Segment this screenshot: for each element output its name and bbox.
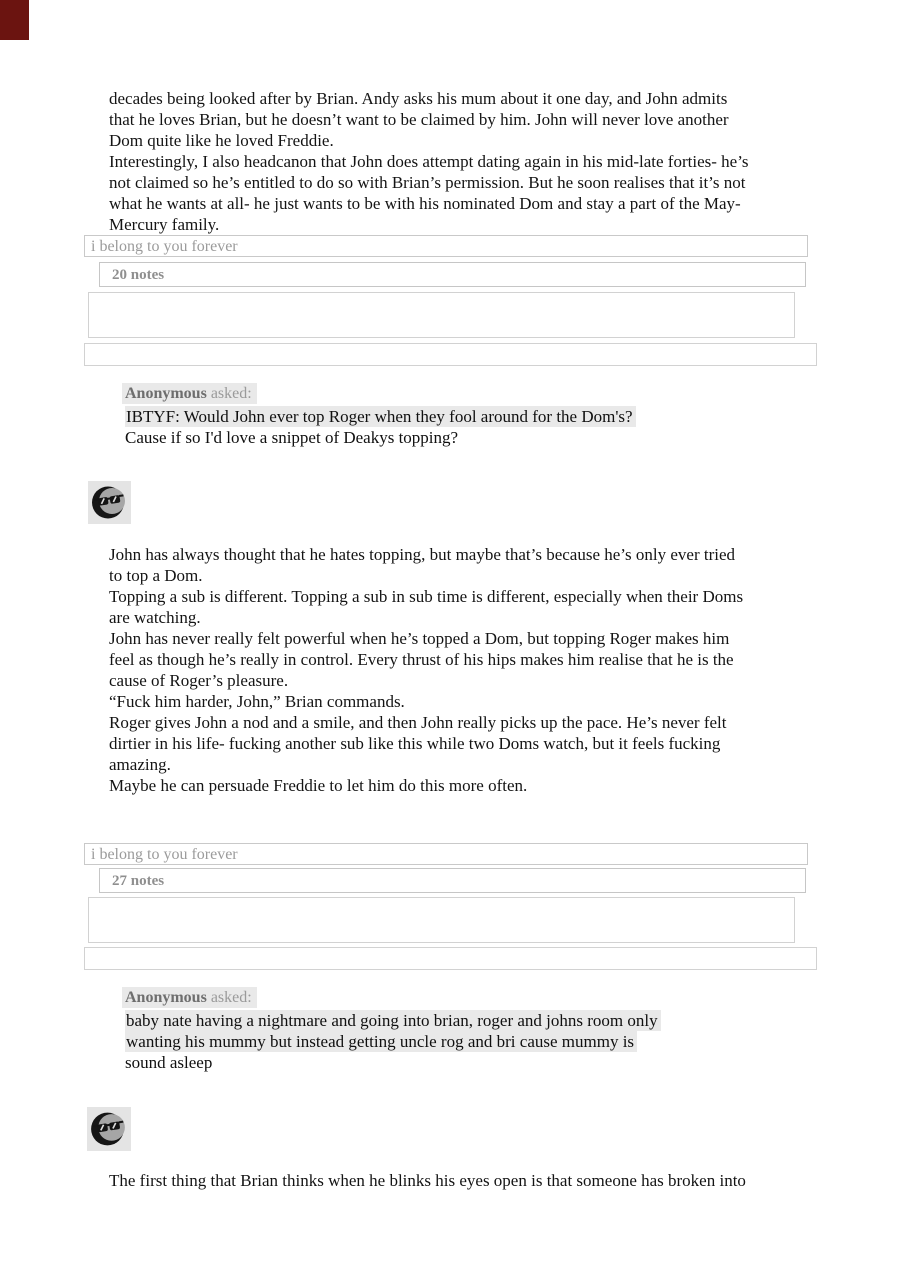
text-line — [125, 1010, 661, 1031]
post2-notes-link[interactable]: 27 notes — [99, 868, 806, 893]
post2-permalink-widget-box — [84, 947, 817, 970]
text-line: are watching. — [109, 608, 201, 627]
ask1-header — [122, 385, 257, 403]
text-line-span: Cause if so I'd love a snippet of Deakys topping? — [125, 428, 459, 447]
text-line: Maybe he can persuade Freddie to let him do this more often. — [109, 776, 528, 795]
text-line: Interestingly, I also headcanon that John does attempt dating again in his mid-late forties- he’s — [109, 152, 749, 171]
text-line: John has always thought that he hates topping, but maybe that’s because he’s only ever tried — [109, 545, 736, 564]
post1-notes-link[interactable]: 20 notes — [99, 262, 806, 287]
post2-reply-text — [109, 544, 743, 796]
blog-avatar[interactable] — [88, 481, 131, 524]
text-line: to top a Dom. — [109, 566, 203, 585]
text-line: amazing. — [109, 755, 171, 774]
text-line: feel as though he’s really in control. Every thrust of his hips makes him realise that he is the — [109, 650, 734, 669]
text-line: that he loves Brian, but he doesn’t want to be claimed by him. John will never love another — [109, 110, 729, 129]
text-line: what he wants at all- he just wants to be with his nominated Dom and stay a part of the May- — [109, 194, 741, 213]
ask2-author: Anonymous — [125, 989, 207, 1006]
text-line — [125, 1052, 661, 1073]
post1-empty-widget-box — [88, 292, 795, 338]
ask2-asked-label: asked: — [210, 989, 252, 1006]
ask2-header — [122, 989, 257, 1007]
post1-permalink-widget-box — [84, 343, 817, 366]
post1-body-text — [109, 88, 749, 235]
post3-body-text — [109, 1170, 746, 1191]
text-line: cause of Roger’s pleasure. — [109, 671, 289, 690]
text-line: John has never really felt powerful when he’s topped a Dom, but topping Roger makes him — [109, 629, 730, 648]
text-line: not claimed so he’s entitled to do so with Brian’s permission. But he soon realises that it’s not — [109, 173, 746, 192]
text-line: decades being looked after by Brian. Andy asks his mum about it one day, and John admits — [109, 89, 728, 108]
blog-avatar[interactable] — [87, 1107, 131, 1151]
moon-sunglasses-icon — [88, 481, 131, 524]
ask1-header-highlight — [122, 383, 257, 404]
corner-accent-block — [0, 0, 29, 40]
text-line: Roger gives John a nod and a smile, and then John really picks up the pace. He’s never felt — [109, 713, 727, 732]
text-line-span: IBTYF: Would John ever top Roger when they fool around for the Dom's? — [125, 406, 636, 427]
text-line: Dom quite like he loved Freddie. — [109, 131, 334, 150]
text-line-span: wanting his mummy but instead getting uncle rog and bri cause mummy is — [125, 1031, 637, 1052]
text-line: Topping a sub is different. Topping a sub in sub time is different, especially when their Doms — [109, 587, 744, 606]
post2-tags-link[interactable]: i belong to you forever — [84, 843, 808, 865]
text-line-span: sound asleep — [125, 1053, 213, 1072]
moon-sunglasses-icon — [87, 1107, 131, 1151]
ask1-question-text — [125, 406, 636, 448]
text-line: The first thing that Brian thinks when he blinks his eyes open is that someone has broken into — [109, 1171, 746, 1190]
text-line — [125, 406, 636, 427]
text-line-span: baby nate having a nightmare and going into brian, roger and johns room only — [125, 1010, 661, 1031]
post1-tags-link[interactable]: i belong to you forever — [84, 235, 808, 257]
ask1-asked-label: asked: — [210, 385, 252, 402]
post2-empty-widget-box — [88, 897, 795, 943]
ask2-question-text — [125, 1010, 661, 1073]
text-line — [125, 1031, 661, 1052]
text-line: Mercury family. — [109, 215, 220, 234]
ask2-header-highlight — [122, 987, 257, 1008]
text-line: dirtier in his life- fucking another sub like this while two Doms watch, but it feels fucking — [109, 734, 721, 753]
ask1-author: Anonymous — [125, 385, 207, 402]
text-line: “Fuck him harder, John,” Brian commands. — [109, 692, 405, 711]
text-line — [125, 427, 636, 448]
